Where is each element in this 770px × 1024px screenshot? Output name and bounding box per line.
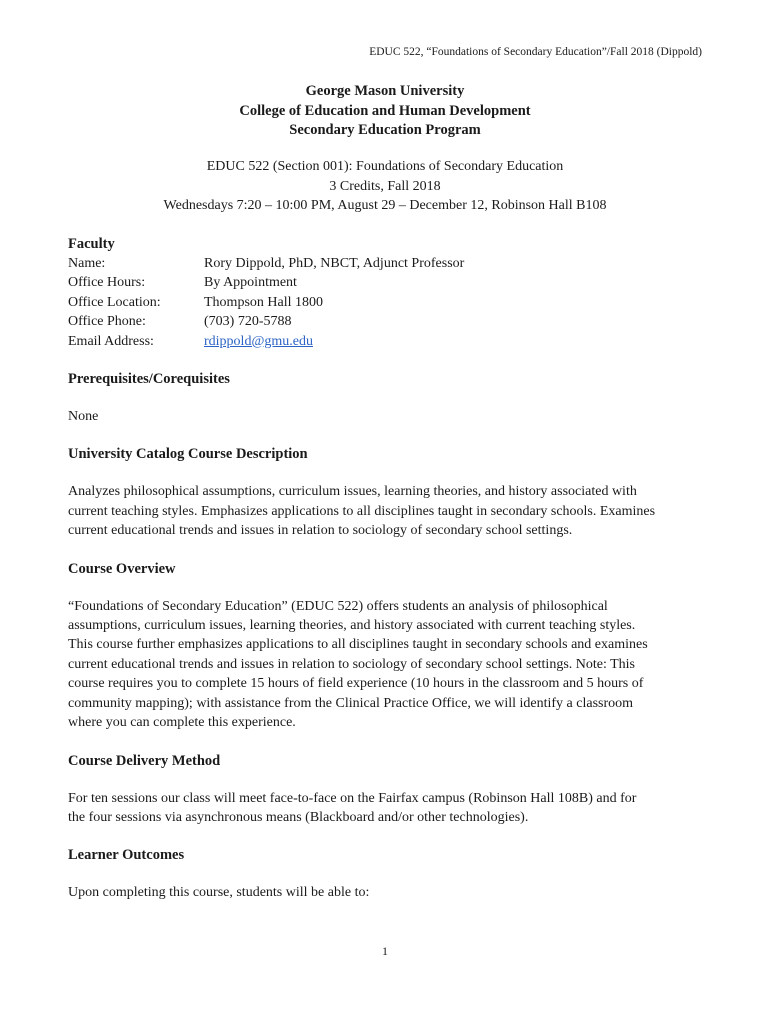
- delivery-text: [68, 789, 708, 828]
- overview-heading: Course Overview: [68, 560, 176, 577]
- faculty-label: Office Hours:: [68, 275, 146, 291]
- faculty-label: Office Location:: [68, 294, 161, 310]
- prereq-text: None: [68, 409, 99, 425]
- faculty-value: (703) 720-5788: [204, 314, 292, 330]
- faculty-row: [68, 332, 708, 351]
- faculty-row: [68, 312, 708, 331]
- paragraph-line: Analyzes philosophical assumptions, curriculum issues, learning theories, and history associated with: [68, 484, 637, 500]
- prereq-heading: Prerequisites/Corequisites: [68, 371, 230, 388]
- faculty-value: By Appointment: [204, 275, 297, 291]
- outcomes-intro: Upon completing this course, students will be able to:: [68, 885, 370, 901]
- faculty-row: [68, 293, 708, 312]
- faculty-row: [68, 254, 708, 273]
- paragraph-line: “Foundations of Secondary Education” (EDUC 522) offers students an analysis of philosophical: [68, 598, 608, 614]
- paragraph-line: the four sessions via asynchronous means (Blackboard and/or other technologies).: [68, 809, 529, 825]
- paragraph-line: current educational trends and issues in relation to sociology of secondary school settings.: [68, 523, 573, 539]
- paragraph-line: current teaching styles. Emphasizes applications to all disciplines taught in secondary schools. Examines: [68, 503, 656, 519]
- running-header: EDUC 522, “Foundations of Secondary Education”/Fall 2018 (Dippold): [369, 46, 702, 58]
- paragraph-line: For ten sessions our class will meet face-to-face on the Fairfax campus (Robinson Hall 108B) and for: [68, 790, 637, 806]
- email-link[interactable]: rdippold@gmu.edu: [204, 333, 313, 349]
- course-title-line: EDUC 522 (Section 001): Foundations of Secondary Education: [206, 159, 564, 174]
- faculty-label: Office Phone:: [68, 314, 146, 330]
- outcomes-heading: Learner Outcomes: [68, 847, 185, 864]
- paragraph-line: community mapping); with assistance from the Clinical Practice Office, we will identify a classroom: [68, 695, 634, 711]
- paragraph-line: where you can complete this experience.: [68, 715, 296, 731]
- document-body: [68, 234, 708, 903]
- paragraph-line: course requires you to complete 15 hours of field experience (10 hours in the classroom and 5 hours of: [68, 676, 644, 692]
- title-block: [0, 82, 770, 141]
- overview-text: [68, 597, 708, 733]
- faculty-row: [68, 273, 708, 292]
- faculty-label: Email Address:: [68, 333, 154, 349]
- faculty-value: Rory Dippold, PhD, NBCT, Adjunct Professor: [204, 256, 465, 271]
- faculty-heading: Faculty: [68, 236, 115, 252]
- course-schedule-line: Wednesdays 7:20 – 10:00 PM, August 29 – December 12, Robinson Hall B108: [163, 198, 607, 213]
- catalog-heading: University Catalog Course Description: [68, 446, 308, 463]
- delivery-heading: Course Delivery Method: [68, 752, 221, 769]
- course-credits-line: 3 Credits, Fall 2018: [329, 178, 441, 194]
- paragraph-line: This course further emphasizes applications to all disciplines taught in secondary schools and examines: [68, 637, 648, 653]
- faculty-value: Thompson Hall 1800: [204, 294, 323, 310]
- college-name: College of Education and Human Development: [239, 102, 531, 119]
- paragraph-line: current educational trends and issues in relation to sociology of secondary school settings. Note: This: [68, 656, 636, 672]
- university-name: George Mason University: [305, 83, 465, 99]
- course-info-block: [0, 157, 770, 216]
- catalog-description: [68, 482, 708, 540]
- program-name: Secondary Education Program: [289, 122, 481, 138]
- faculty-label: Name:: [68, 256, 106, 271]
- paragraph-line: assumptions, curriculum issues, learning theories, and history associated with current teaching styles.: [68, 618, 636, 634]
- page-number: 1: [382, 944, 388, 958]
